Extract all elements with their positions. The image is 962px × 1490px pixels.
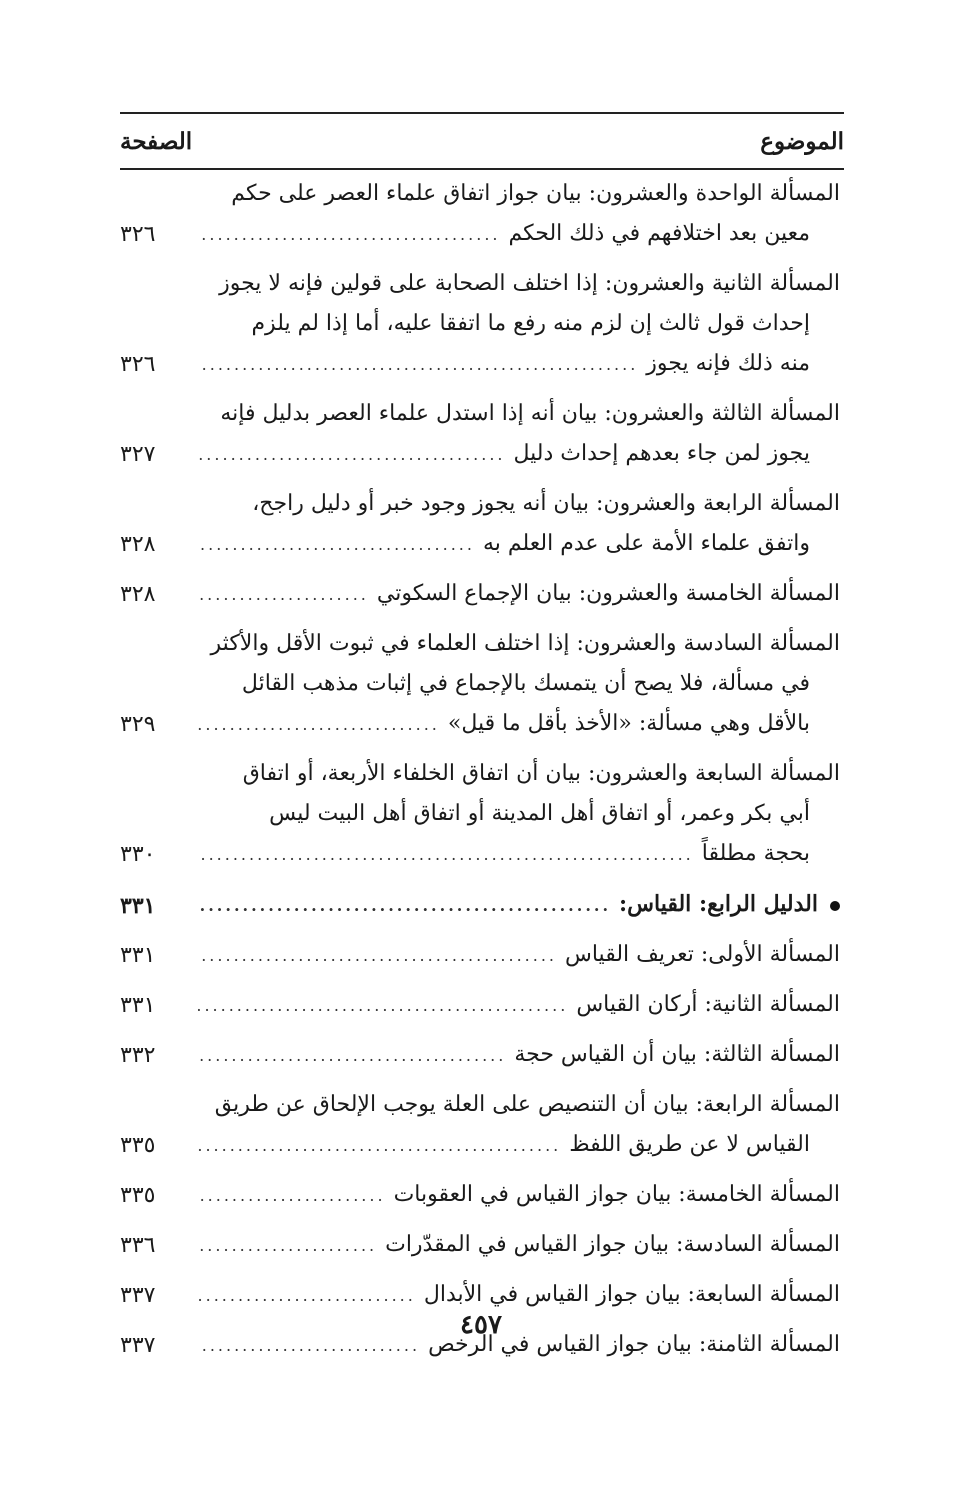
toc-entry [120,394,840,475]
toc-entry-line [190,935,840,976]
header-rule [120,112,844,114]
toc-entry-text: أبي بكر وعمر، أو اتفاق أهل المدينة أو اتفاق أهل البيت ليس [269,801,810,826]
toc-entry-text: المسألة الرابعة: بيان أن التنصيص على العلة يوجب الإلحاق عن طريق [214,1092,840,1117]
toc-entry-line [190,484,840,524]
toc-entry-line [190,304,810,344]
toc-entry-text: المسألة الثالثة: بيان أن القياس حجة [514,1042,840,1067]
toc-entry-text: المسألة الثالثة والعشرون: بيان أنه إذا استدل علماء العصر بدليل فإنه [220,401,840,426]
dot-leader [198,1226,377,1266]
toc-page-number: ٣٢٨ [120,532,156,557]
toc-entry [120,174,840,255]
toc-entry-line [190,664,810,704]
toc-page-number: ٣٣٠ [120,842,156,867]
toc-entry-line [190,834,810,875]
toc-entry-line [190,794,810,834]
page-column-label: الصفحة [120,128,193,155]
dot-leader [198,1126,561,1166]
toc-entry-text: المسألة الأولى: تعريف القياس [565,942,840,967]
toc-entry-text: القياس لا عن طريق اللفظ [569,1132,810,1157]
toc-page-number: ٣٣٧ [120,1283,156,1308]
toc-entry [120,935,840,976]
header-bottom-rule [120,168,844,170]
bullet-icon [830,901,840,911]
toc-entry-text: بالأقل وهي مسألة: «الأخذ بأقل ما قيل» [447,711,810,736]
toc-entry-text: إحداث قول ثالث إن لزم منه رفع ما اتفقا عليه، أما إذا لم يلزم [251,311,810,336]
toc-entry [120,484,840,565]
toc-entry [120,985,840,1026]
toc-entry-text: المسألة الخامسة والعشرون: بيان الإجماع السكوتي [376,581,840,606]
toc-entry-line [190,344,810,385]
toc-entry [120,624,840,745]
toc-entry-line [190,174,840,214]
toc-page-number: ٣٣١ [120,893,156,919]
toc-entry-line [190,394,840,434]
toc-entry-text: المسألة الثانية والعشرون: إذا اختلف الصحابة على قولين فإنه لا يجوز [219,271,840,296]
toc-entry [120,1175,840,1216]
toc-entry-line [190,524,810,565]
toc-entry [120,1085,840,1166]
toc-entry-text: المسألة الخامسة: بيان جواز القياس في العقوبات [393,1182,840,1207]
toc-entry-line [190,434,810,475]
toc-entry-text: المسألة الثامنة: بيان جواز القياس في الرخص [428,1332,840,1357]
toc-header [120,116,844,168]
dot-leader [198,525,475,565]
toc-entry [120,1225,840,1266]
toc-entry-line [190,754,840,794]
toc-page-number: ٣٣٦ [120,1233,156,1258]
toc-page-number: ٣٣١ [120,943,156,968]
toc-entry-text: المسألة السابعة: بيان جواز القياس في الأبدال [423,1282,840,1307]
toc-entry-text: المسألة الواحدة والعشرون: بيان جواز اتفاق علماء العصر على حكم [231,181,840,206]
toc-entry [120,1035,840,1076]
toc-entry-line [190,574,840,615]
toc-page-number: ٣٢٦ [120,352,156,377]
toc-page-number: ٣٢٦ [120,222,156,247]
toc-entry-text: معين بعد اختلافهم في ذلك الحكم [508,221,810,246]
page-number: ٤٥٧ [460,1310,502,1340]
dot-leader [198,345,638,385]
dot-leader [198,215,500,255]
toc-page-number: ٣٣١ [120,993,156,1018]
toc-page [120,112,844,1375]
toc-entry-line [190,624,840,664]
topic-column-label: الموضوع [760,128,844,155]
dot-leader [198,705,440,745]
toc-entry-text: في مسألة، فلا يصح أن يتمسك بالإجماع في إثبات مذهب القائل [241,671,810,696]
dot-leader [198,886,611,926]
toc-page-number: ٣٣٢ [120,1043,156,1068]
dot-leader [198,575,369,615]
dot-leader [198,835,694,875]
toc-entry-line [190,1085,840,1125]
dot-leader [198,936,557,976]
toc-entry-text: المسألة السادسة والعشرون: إذا اختلف العلماء في ثبوت الأقل والأكثر [210,631,840,656]
toc-page-number: ٣٣٥ [120,1183,156,1208]
toc-page-number: ٣٣٥ [120,1133,156,1158]
dot-leader [198,986,568,1026]
toc-entry-text: المسألة الرابعة والعشرون: بيان أنه يجوز وجود خبر أو دليل راجح، [252,491,840,516]
toc-entry-line [190,214,810,255]
toc-entry-text: يجوز لمن جاء بعدهم إحداث دليل [513,441,810,466]
toc-entry-line [190,1225,840,1266]
toc-entry-line [190,704,810,745]
toc-entry-text: المسألة الثانية: أركان القياس [576,992,840,1017]
toc-entry-line [190,264,840,304]
toc-page-number: ٣٢٨ [120,582,156,607]
toc-entry-line [190,985,840,1026]
toc-page-number: ٣٢٩ [120,712,156,737]
toc-entries [120,174,840,1366]
toc-entry-text: المسألة السابعة والعشرون: بيان أن اتفاق الخلفاء الأربعة، أو اتفاق [242,761,840,786]
toc-entry-text: المسألة السادسة: بيان جواز القياس في المقدّرات [385,1232,840,1257]
toc-entry-line [190,1125,810,1166]
toc-entry [120,754,840,875]
toc-page-number: ٣٣٧ [120,1333,156,1358]
dot-leader [198,1176,386,1216]
toc-entry-line [190,1035,840,1076]
toc-entry-line [190,1175,840,1216]
toc-entry-line [190,884,840,926]
toc-entry [120,264,840,385]
toc-entry-text: منه ذلك فإنه يجوز [646,351,810,376]
dot-leader [198,1036,506,1076]
toc-entry-text: بحجة مطلقاً [701,841,810,866]
toc-entry [120,574,840,615]
toc-section-heading [120,884,840,926]
dot-leader [198,435,505,475]
toc-entry-text: الدليل الرابع: القياس: [619,891,818,917]
toc-entry-text: واتفق علماء الأمة على عدم العلم به [482,531,810,556]
toc-page-number: ٣٢٧ [120,442,156,467]
